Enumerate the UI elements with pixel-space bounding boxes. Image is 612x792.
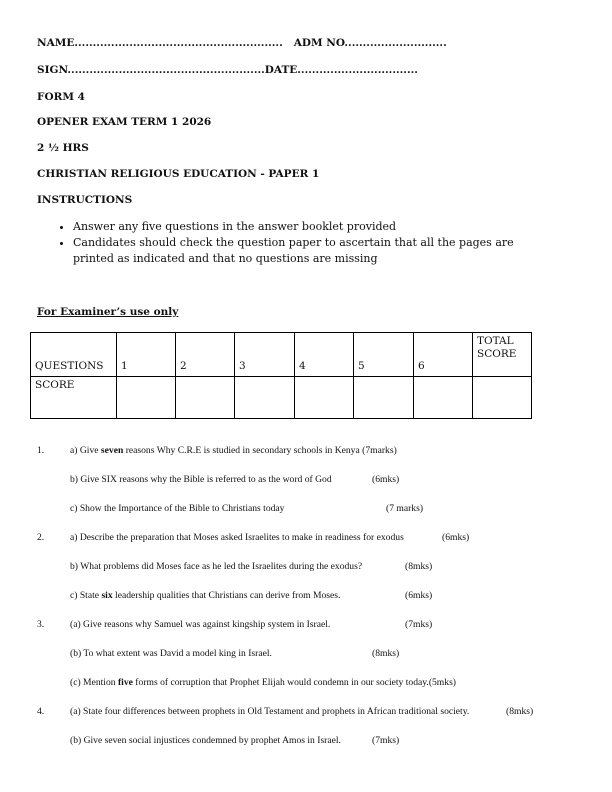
question-text [70,474,332,485]
question-col: 4 [295,333,354,377]
question-text [70,648,272,659]
score-cell[interactable] [354,377,414,419]
question-text-part: reasons Why C.R.E is studied in secondary schools in Kenya (7marks) [123,445,397,456]
emphasis-word: seven [100,445,124,456]
name-line: NAME......................................................... [37,37,283,49]
question-text [70,735,341,746]
score-cell[interactable] [414,377,473,419]
question-text-part: a) Give [70,445,101,456]
question-marks: (8mks) [405,561,433,572]
question-number: 2. [37,532,45,543]
question-text-part: c) State [70,590,102,601]
question-col: 2 [176,333,235,377]
instruction-item: • Candidates should check the question paper to ascertain that all the pages are printed as indicated and that no questions are missing [73,235,555,267]
question-text [70,532,404,543]
question-text [70,445,397,456]
subject-title: CHRISTIAN RELIGIOUS EDUCATION - PAPER 1 [37,168,320,180]
question-marks: (8mks) [372,648,400,659]
instructions-title: INSTRUCTIONS [37,194,133,206]
question-marks: (7 marks) [386,503,424,514]
question-col: 5 [354,333,414,377]
duration: 2 ½ HRS [37,142,89,154]
question-col: 6 [414,333,473,377]
total-score-header: TOTAL SCORE [473,333,532,377]
question-text [70,706,469,717]
name-field [37,37,447,49]
score-cell[interactable] [176,377,235,419]
form-label: FORM 4 [37,91,85,103]
sign-date-line: SIGN......................................................DATE................................. [37,64,418,76]
question-marks: (6mks) [372,474,400,485]
question-marks: (8mks) [506,706,534,717]
question-number: 3. [37,619,45,630]
question-text-part: (b) To what extent was David a model king in Israel. [70,648,272,659]
question-text [70,561,362,572]
emphasis-word: five [117,677,133,688]
question-number: 1. [37,445,45,456]
question-marks: (7mks) [372,735,400,746]
instruction-item: • Answer any five questions in the answer booklet provided [73,219,555,235]
instructions-list [55,219,555,267]
questions-header: QUESTIONS [31,333,117,377]
question-text-part: leadership qualities that Christians can derive from Moses. [112,590,341,601]
question-text-part: c) Show the Importance of the Bible to Christians today [70,503,285,514]
question-text-part: (a) Give reasons why Samuel was against kingship system in Israel. [70,619,331,630]
score-label: SCORE [31,377,117,419]
emphasis-word: six [101,590,113,601]
total-score-cell[interactable] [473,377,532,419]
examiner-title: For Examiner’s use only [37,306,179,318]
question-text-part: b) What problems did Moses face as he led the Israelites during the exodus? [70,561,363,572]
question-text [70,590,340,601]
question-text-part: (c) Mention [70,677,118,688]
question-text-part: (a) State four differences between prophets in Old Testament and prophets in African traditional society. [70,706,470,717]
question-col: 3 [235,333,295,377]
question-text-part: a) Describe the preparation that Moses asked Israelites to make in readiness for exodus [70,532,404,543]
score-cell[interactable] [235,377,295,419]
question-number: 4. [37,706,45,717]
score-table [30,332,532,419]
question-col: 1 [117,333,176,377]
question-text [70,503,284,514]
question-marks: (6mks) [405,590,433,601]
question-text-part: b) Give SIX reasons why the Bible is referred to as the word of God [70,474,332,485]
question-text [70,677,456,688]
question-marks: (7mks) [405,619,433,630]
exam-title: OPENER EXAM TERM 1 2026 [37,116,212,128]
score-cell[interactable] [117,377,176,419]
question-marks: (6mks) [442,532,470,543]
question-text [70,619,330,630]
adm-no-line: ADM NO............................ [293,37,447,49]
question-text-part: forms of corruption that Prophet Elijah would condemn in our society today.(5mks) [132,677,456,688]
score-cell[interactable] [295,377,354,419]
question-text-part: (b) Give seven social injustices condemned by prophet Amos in Israel. [70,735,341,746]
